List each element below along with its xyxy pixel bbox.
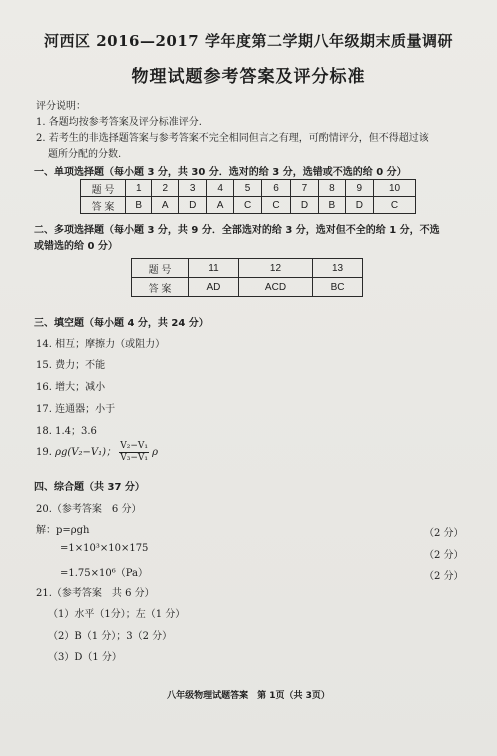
qnum-cell: 9 [345, 180, 373, 197]
qnum-cell: 12 [238, 259, 312, 278]
q21-part-3: （3）D（1 分） [48, 652, 122, 663]
answer-cell: ACD [238, 278, 312, 297]
answer-fraction [119, 441, 149, 464]
score-mark: （2 分） [424, 571, 464, 582]
answer-cell: D [178, 197, 206, 214]
qnum-cell: 3 [178, 180, 206, 197]
note-1: 1. 各题均按参考答案及评分标准评分. [36, 117, 202, 128]
answer-cell: A [152, 197, 178, 214]
qnum-cell: 4 [207, 180, 233, 197]
row-label: 答 案 [81, 197, 126, 214]
q20-step-2: =1×10³×10×175 [60, 543, 149, 554]
fill-item-18: 18. 1.4；3.6 [36, 426, 97, 437]
item-number: 19. [36, 447, 52, 458]
notes-heading: 评分说明： [36, 101, 86, 112]
answer-cell: A [207, 197, 233, 214]
answer-expression: ρg(V₂−V₁)； [55, 447, 117, 458]
exam-title: 河西区 2016—2017 学年度第二学期八年级期末质量调研 [44, 32, 453, 50]
q20-title: 20.（参考答案 6 分） [36, 504, 142, 515]
qnum-cell: 1 [126, 180, 152, 197]
q20-step-3: =1.75×10⁶（Pa） [60, 568, 148, 579]
question-number-row [132, 259, 363, 278]
answer-cell: D [290, 197, 318, 214]
answer-cell: B [126, 197, 152, 214]
qnum-cell: 8 [319, 180, 345, 197]
fraction-denominator: V₃−V₁ [120, 453, 148, 463]
row-label: 题 号 [81, 180, 126, 197]
row-label: 答 案 [132, 278, 189, 297]
question-number-row [81, 180, 416, 197]
answer-row [132, 278, 363, 297]
answer-cell: B [319, 197, 345, 214]
answer-cell: BC [313, 278, 363, 297]
multi-choice-table [131, 258, 363, 297]
answer-cell: C [262, 197, 290, 214]
section2-title-cont: 或错选的给 0 分） [34, 241, 118, 252]
qnum-cell: 7 [290, 180, 318, 197]
q21-title: 21.（参考答案 共 6 分） [36, 588, 155, 599]
qnum-cell: 6 [262, 180, 290, 197]
single-choice-table [80, 179, 416, 214]
qnum-cell: 10 [374, 180, 416, 197]
row-label: 题 号 [132, 259, 189, 278]
answer-key-title: 物理试题参考答案及评分标准 [131, 67, 366, 87]
section1-title: 一、单项选择题（每小题 3 分，共 30 分．选对的给 3 分，选错或不选的给 0 分） [34, 167, 407, 178]
q20-step-1: 解：p=ρgh [36, 525, 90, 536]
fill-item-14: 14. 相互；摩擦力（或阻力） [36, 339, 166, 350]
density-symbol: ρ [152, 447, 159, 458]
fraction-numerator: V₂−V₁ [120, 441, 148, 451]
qnum-cell: 11 [189, 259, 239, 278]
q21-part-1: （1）水平（1分）；左（1 分） [48, 609, 186, 620]
answer-row [81, 197, 416, 214]
answer-cell: C [374, 197, 416, 214]
section3-title: 三、填空题（每小题 4 分，共 24 分） [34, 318, 209, 329]
qnum-cell: 2 [152, 180, 178, 197]
note-2: 2. 若考生的非选择题答案与参考答案不完全相同但言之有理，可酌情评分，但不得超过该 [36, 133, 429, 144]
qnum-cell: 5 [233, 180, 261, 197]
q21-part-2: （2）B（1 分）；3（2 分） [48, 631, 173, 642]
section4-title: 四、综合题（共 37 分） [34, 482, 145, 493]
section2-title: 二、多项选择题（每小题 3 分，共 9 分．全部选对的给 3 分，选对但不全的给 1 分，不选 [34, 225, 440, 236]
qnum-cell: 13 [313, 259, 363, 278]
fill-item-19 [36, 441, 158, 464]
score-mark: （2 分） [424, 528, 464, 539]
fill-item-17: 17. 连通器；小于 [36, 404, 116, 415]
fill-item-16: 16. 增大；减小 [36, 382, 106, 393]
answer-cell: AD [189, 278, 239, 297]
answer-cell: D [345, 197, 373, 214]
page-footer: 八年级物理试题答案 第 1页（共 3页） [167, 691, 330, 701]
note-2-cont: 题所分配的分数. [48, 149, 122, 160]
fill-item-15: 15. 费力；不能 [36, 360, 106, 371]
answer-cell: C [233, 197, 261, 214]
score-mark: （2 分） [424, 550, 464, 561]
